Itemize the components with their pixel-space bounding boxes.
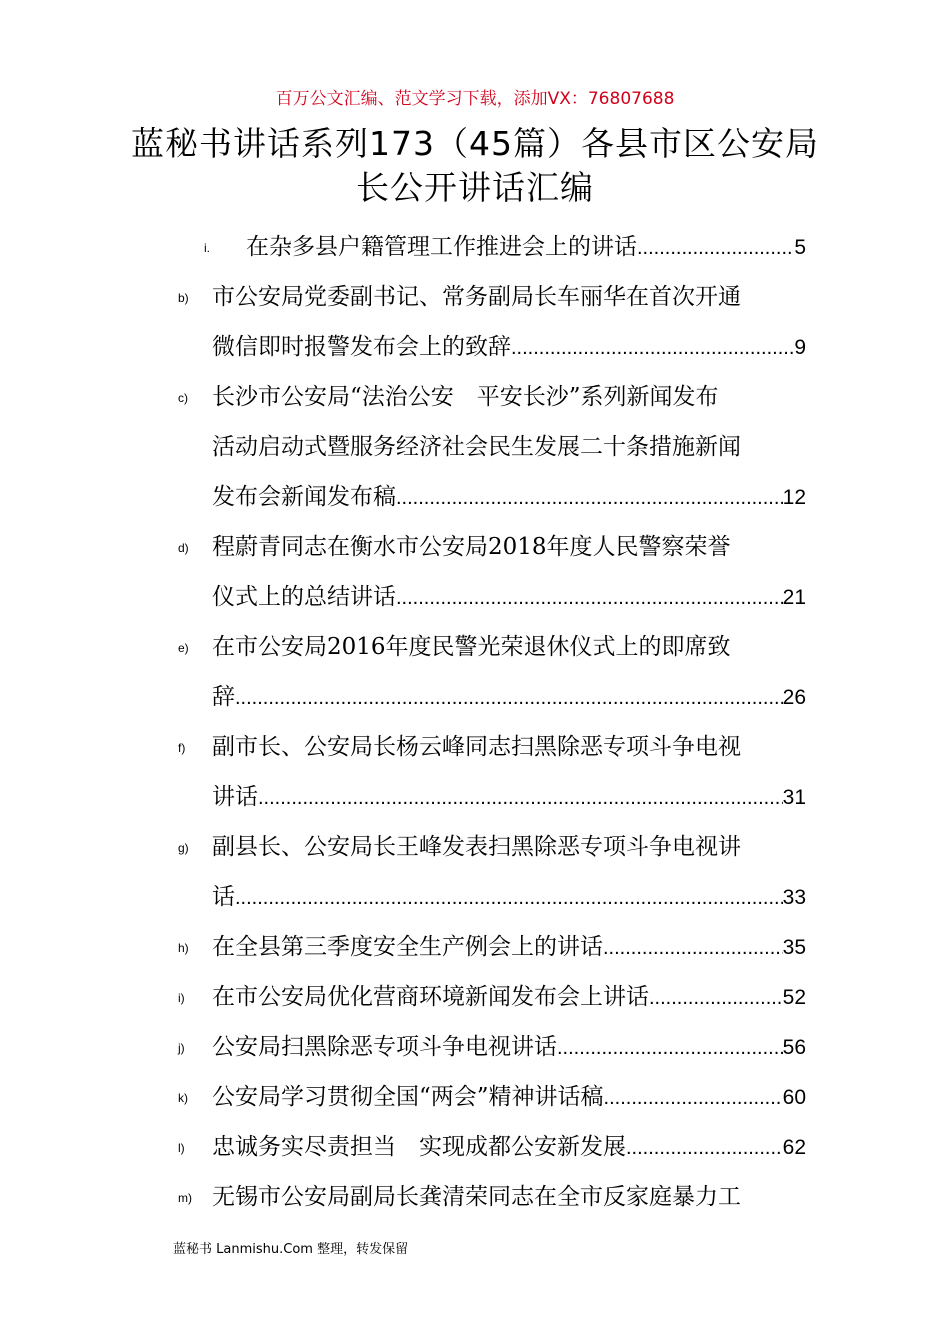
toc-item-title: 程蔚青同志在衡水市公安局2018年度人民警察荣誉 — [212, 534, 731, 560]
toc-item-title: 忠诚务实尽责担当 实现成都公安新发展 — [212, 1134, 626, 1160]
toc-item-title: 长沙市公安局“法治公安 平安长沙”系列新闻发布 — [212, 384, 719, 410]
toc-leader-dots — [649, 979, 783, 1016]
toc-leader-dots — [235, 679, 783, 716]
toc-item-title: 话 — [212, 884, 235, 910]
toc-item-marker: c) — [178, 391, 188, 405]
toc-item-page: 21 — [782, 586, 806, 609]
toc-leader-dots — [637, 229, 794, 266]
toc-item-marker: f) — [178, 741, 186, 755]
toc-item-marker: e) — [178, 641, 189, 655]
toc-item-marker: b) — [178, 291, 189, 305]
toc-leader-dots — [604, 1079, 783, 1116]
toc-item-title: 讲话 — [212, 784, 258, 810]
toc-item-page: 60 — [782, 1086, 806, 1109]
toc-item-title: 仪式上的总结讲话 — [212, 584, 396, 610]
toc-leader-dots — [235, 879, 783, 916]
toc-item-marker: i) — [178, 991, 185, 1005]
toc-item-title: 公安局扫黑除恶专项斗争电视讲话 — [212, 1034, 557, 1060]
toc-item-page: 62 — [782, 1136, 806, 1159]
toc-item-title: 公安局学习贯彻全国“两会”精神讲话稿 — [212, 1084, 604, 1110]
toc-item-page: 35 — [782, 936, 806, 959]
toc-item-marker: m) — [178, 1191, 192, 1205]
toc-item-marker: g) — [178, 841, 189, 855]
toc-item-marker: h) — [178, 941, 189, 955]
toc-item-title: 副市长、公安局长杨云峰同志扫黑除恶专项斗争电视 — [212, 734, 741, 760]
toc-item-page: 31 — [782, 786, 806, 809]
toc-leader-dots — [396, 479, 783, 516]
toc-leader-dots — [603, 929, 783, 966]
toc-item-title: 无锡市公安局副局长龚清荣同志在全市反家庭暴力工 — [212, 1184, 741, 1210]
toc-item-title: 市公安局党委副书记、常务副局长车丽华在首次开通 — [212, 284, 741, 310]
toc-item-marker: i. — [204, 241, 210, 255]
toc-item-page: 12 — [782, 486, 806, 509]
toc-item-marker: j) — [178, 1041, 185, 1055]
toc-item-title: 在市公安局2016年度民警光荣退休仪式上的即席致 — [212, 634, 731, 660]
toc-leader-dots — [396, 579, 783, 616]
toc-item-marker: k) — [178, 1091, 188, 1105]
toc-leader-dots — [557, 1029, 783, 1066]
toc-item-page: 33 — [782, 886, 806, 909]
toc-item-title: 辞 — [212, 684, 235, 710]
toc-item-marker: l) — [178, 1141, 185, 1155]
toc-item-page: 56 — [782, 1036, 806, 1059]
toc-item-page: 52 — [782, 986, 806, 1009]
toc-item-marker: d) — [178, 541, 189, 555]
toc-item-title: 在市公安局优化营商环境新闻发布会上讲话 — [212, 984, 649, 1010]
toc-leader-dots — [626, 1129, 783, 1166]
toc-item-page: 26 — [782, 686, 806, 709]
footer-note: 蓝秘书 Lanmishu.Com 整理，转发保留 — [173, 1242, 409, 1257]
document-title: 蓝秘书讲话系列173（45篇）各县市区公安局长公开讲话汇编 — [131, 124, 819, 207]
toc-item-title: 微信即时报警发布会上的致辞 — [212, 334, 511, 360]
toc-item-title: 发布会新闻发布稿 — [212, 484, 396, 510]
toc-item-title: 在全县第三季度安全生产例会上的讲话 — [212, 934, 603, 960]
header-note: 百万公文汇编、范文学习下载，添加VX：76807688 — [275, 89, 675, 109]
toc-item-title: 在杂多县户籍管理工作推进会上的讲话 — [246, 234, 637, 260]
toc-item-page: 9 — [794, 336, 806, 359]
toc-leader-dots — [511, 329, 794, 366]
toc-item-title: 活动启动式暨服务经济社会民生发展二十条措施新闻 — [212, 434, 741, 460]
toc-leader-dots — [258, 779, 783, 816]
toc-item-title: 副县长、公安局长王峰发表扫黑除恶专项斗争电视讲 — [212, 834, 741, 860]
toc-item-page: 5 — [794, 236, 806, 259]
